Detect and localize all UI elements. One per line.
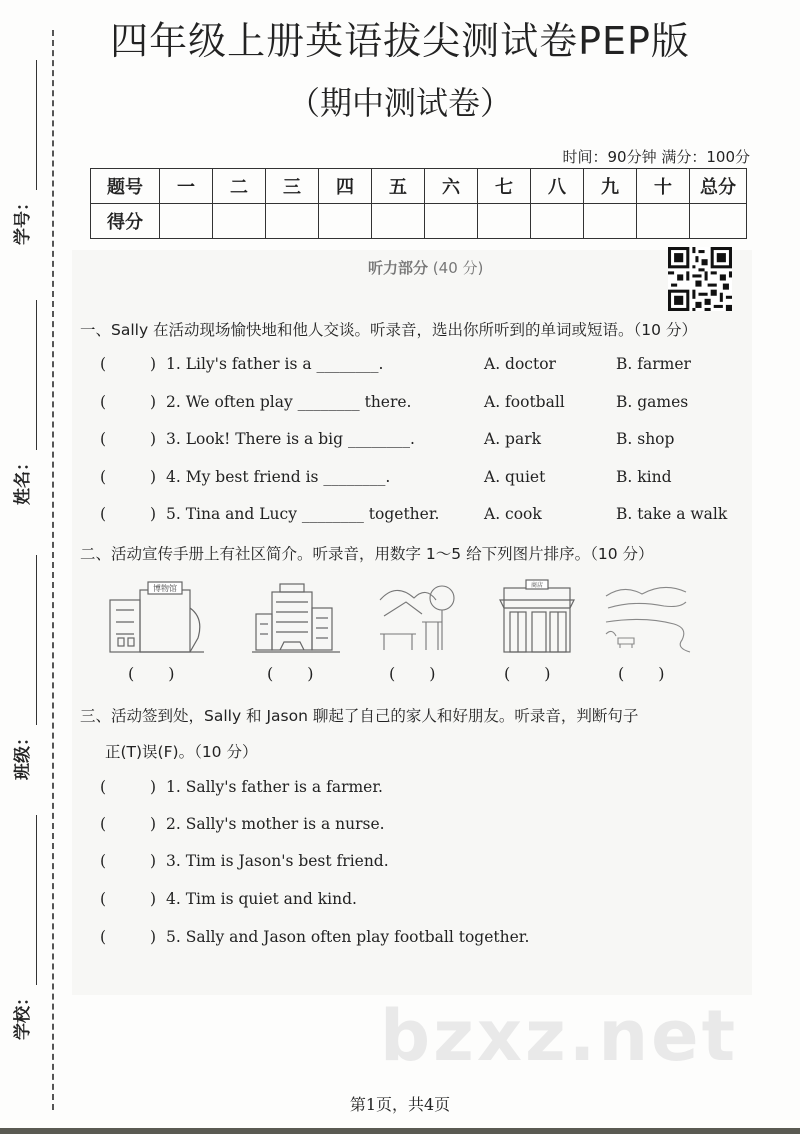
school-field[interactable]: 学校： (6, 815, 46, 1045)
listening-section-header: 听力部分 (40 分) (368, 259, 484, 277)
score-table (90, 168, 747, 239)
order-blank[interactable]: ( ) (504, 664, 551, 683)
answer-blank[interactable]: ( (100, 890, 107, 908)
score-table-score-row: 得分 (91, 204, 747, 239)
answer-blank[interactable]: ( (100, 928, 107, 946)
hospital-picture (250, 578, 350, 658)
answer-blank[interactable]: ( (100, 505, 107, 523)
q1-title: 一、Sally 在活动现场愉快地和他人交谈。听录音，选出你所听到的单词或短语。（10 分） (80, 321, 697, 339)
class-field[interactable]: 班级： (6, 555, 46, 785)
answer-blank[interactable]: ( (100, 430, 107, 448)
answer-blank[interactable]: ( (100, 393, 107, 411)
lake-park-picture (604, 578, 704, 658)
answer-blank[interactable]: ( (100, 468, 107, 486)
qr-code-icon (668, 247, 732, 311)
exam-subtitle: （期中测试卷） (287, 84, 512, 122)
exam-title: 四年级上册英语拔尖测试卷PEP版 (110, 19, 690, 63)
binding-dashed-line (52, 30, 54, 1110)
q3-title: 三、活动签到处，Sally 和 Jason 聊起了自己的家人和好朋友。听录音，判断句子 (80, 707, 639, 725)
name-field[interactable]: 姓名： (6, 300, 46, 510)
score-table-header-row: 题号 一 二 三 四 五 六 七 八 九 十 总分 (91, 169, 747, 204)
answer-blank[interactable]: ( (100, 355, 107, 373)
answer-blank[interactable]: ( (100, 778, 107, 796)
answer-blank[interactable]: ( (100, 852, 107, 870)
page-footer: 第1页，共4页 (349, 1095, 451, 1114)
time-score-info: 时间：90分钟 满分：100分 (562, 148, 750, 166)
order-blank[interactable]: ( ) (267, 664, 314, 683)
shop-sign: 商店 (530, 582, 544, 589)
park-picture (376, 578, 476, 658)
q3-title-cont: 正(T)误(F)。（10 分） (105, 743, 258, 761)
q2-title: 二、活动宣传手册上有社区简介。听录音，用数字 1～5 给下列图片排序。（10 分） (80, 545, 654, 563)
student-number-field[interactable]: 学号： (6, 60, 46, 250)
shop-picture (492, 578, 592, 658)
order-blank[interactable]: ( ) (128, 664, 175, 683)
bottom-edge (0, 1128, 800, 1134)
watermark: bzxz.net (380, 995, 739, 1077)
answer-blank[interactable]: ( (100, 815, 107, 833)
museum-sign: 博物馆 (153, 584, 177, 593)
museum-picture (106, 578, 206, 658)
order-blank[interactable]: ( ) (618, 664, 665, 683)
order-blank[interactable]: ( ) (389, 664, 436, 683)
